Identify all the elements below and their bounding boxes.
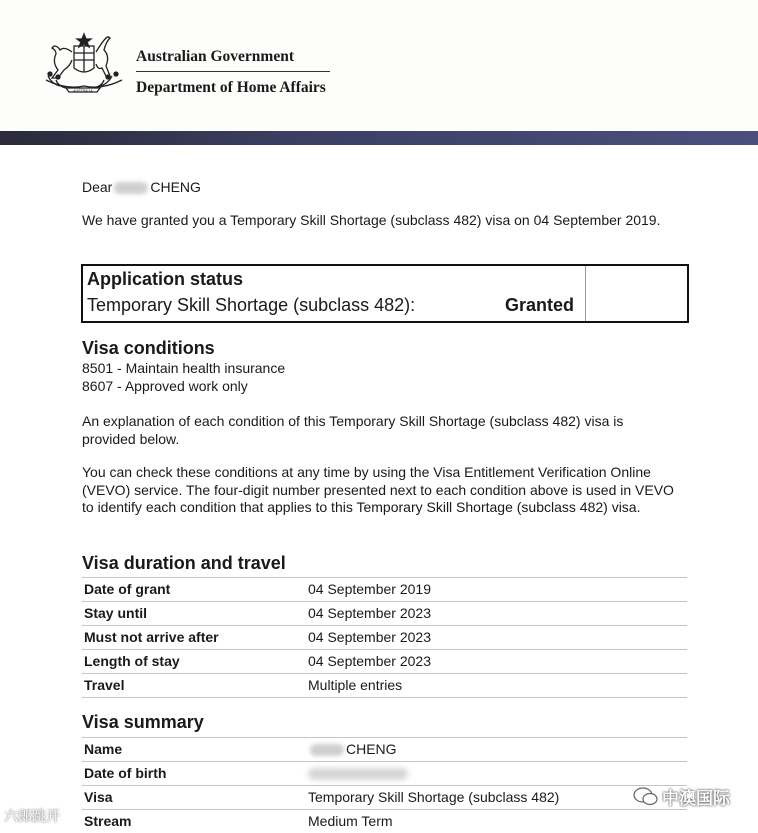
row-label: Visa [84,789,113,805]
row-value: 04 September 2023 [308,605,431,621]
row-label: Date of grant [84,581,171,597]
government-name: Australian Government [136,48,295,65]
vevo-note: You can check these conditions at any time by using the Visa Entitlement Verification Online (VEVO) service. The four-digit number presented next to each condition above is used in VEVO to identify each condition that applies to this Temporary Skill Shortage (subclass 482) visa. [82,464,674,515]
row-value: Multiple entries [308,677,403,693]
row-value: Temporary Skill Shortage (subclass 482) [308,789,560,805]
row-value: 04 September 2023 [308,629,431,645]
visa-conditions-heading: Visa conditions [82,338,215,358]
svg-text:AUSTRALIA: AUSTRALIA [73,89,93,93]
header-band [0,131,758,145]
salutation [82,179,201,197]
salutation-prefix: Dear [82,179,113,195]
watermark-right: 中澳国际 [662,789,730,808]
wechat-icon [633,786,659,808]
condition-item: 8501 - Maintain health insurance [82,360,286,376]
visa-duration-heading: Visa duration and travel [82,553,286,573]
application-status-value: Granted [505,295,575,315]
table-row [82,786,687,810]
condition-item: 8607 - Approved work only [82,378,248,394]
visa-duration-table [82,577,687,698]
visa-summary-table [82,737,687,833]
row-label: Length of stay [84,653,180,669]
table-row [82,810,687,833]
letterhead [0,0,758,134]
header-rule [136,71,330,72]
redacted-given-name [114,182,148,194]
row-value [308,765,408,781]
table-row [82,674,687,698]
application-status-title: Application status [87,269,244,289]
row-label: Travel [84,677,125,693]
table-row [82,626,687,650]
summary-name-value: CHENG [346,741,397,757]
redacted-given-name [310,744,344,756]
row-label: Stream [84,813,132,829]
table-row [82,577,687,602]
row-label: Name [84,741,123,757]
watermark-left: 六郎跳开 [4,808,60,824]
row-value [308,741,397,757]
row-value: 04 September 2019 [308,581,431,597]
intro-paragraph: We have granted you a Temporary Skill Shortage (subclass 482) visa on 04 September 2019. [82,212,661,228]
row-value: Medium Term [308,813,393,829]
application-status-label: Temporary Skill Shortage (subclass 482): [87,295,416,315]
coat-of-arms-icon [36,30,130,98]
visa-summary-heading: Visa summary [82,712,204,732]
status-divider [585,266,586,321]
row-label: Date of birth [84,765,167,781]
application-status-box [81,264,689,323]
table-row [82,737,687,762]
conditions-explanation: An explanation of each condition of this Temporary Skill Shortage (subclass 482) visa is provided below. [82,413,624,447]
table-row [82,602,687,626]
row-label: Stay until [84,605,148,621]
department-name: Department of Home Affairs [136,79,326,96]
row-label: Must not arrive after [84,629,219,645]
redacted-date-of-birth [308,768,408,780]
row-value: 04 September 2023 [308,653,431,669]
table-row [82,762,687,786]
salutation-name: CHENG [150,179,201,195]
table-row [82,650,687,674]
